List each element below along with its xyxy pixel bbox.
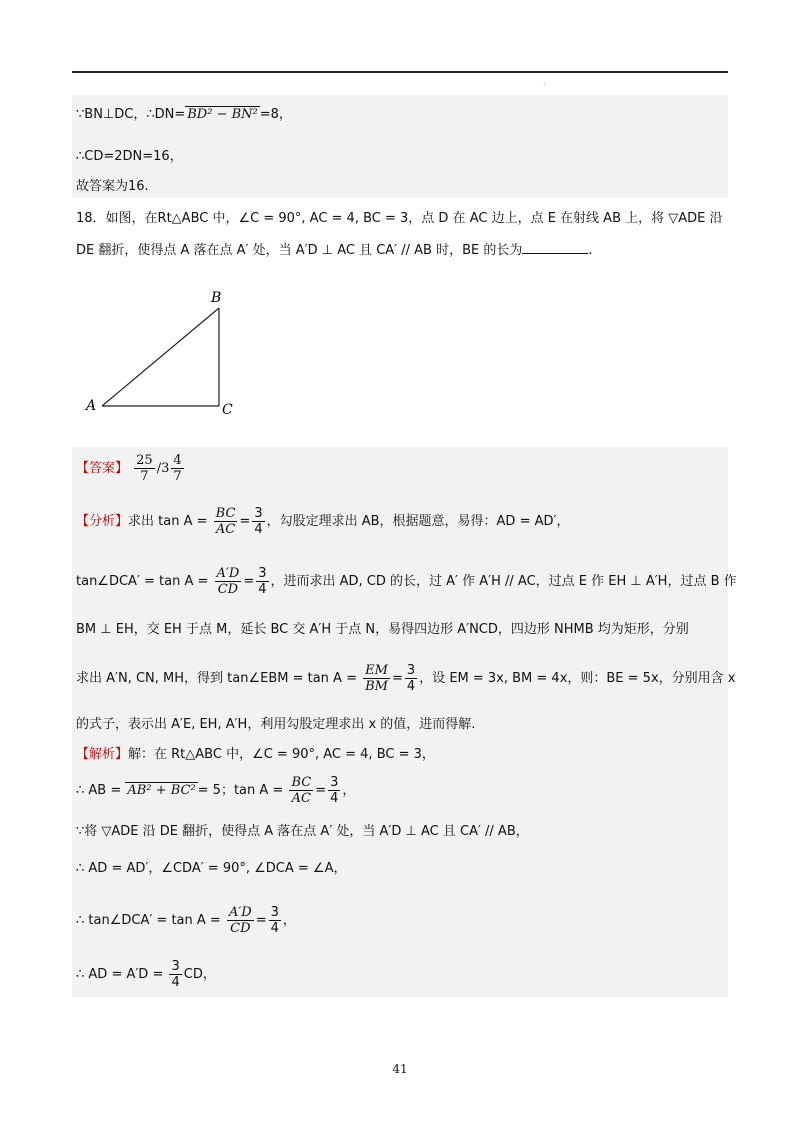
prev-line-3: 故答案为16. (76, 179, 149, 194)
analysis-line-1: 【分析】求出 tan A = $\frac{BC}{AC}$ = $\frac{3}{4}$ ，勾股定理求出 AB，根据题意，易得：AD = AD′， (76, 506, 570, 537)
analysis-line-5: 的式子，表示出 A′E, EH, A′H，利用勾股定理求出 x 的值，进而得解. (76, 717, 476, 732)
header-mark: . (543, 78, 546, 87)
question-line-2: DE 翻折，使得点 A 落在点 A′ 处，当 A′D ⊥ AC 且 CA′ // AB 时，BE 的长为 . (76, 243, 593, 258)
edge-ab (102, 308, 219, 406)
analysis-label: 【分析】 (76, 514, 129, 529)
answer-label: 【答案】 (76, 461, 129, 476)
answer-line: 【答案】 $\frac{25}{7}$ /3 $\frac{4}{7}$ (76, 453, 182, 484)
question-line-1: 18．如图，在Rt△ABC 中，∠C = 90°, AC = 4, BC = 3，点 D 在 AC 边上，点 E 在射线 AB 上，将 ▽ADE 沿 (76, 211, 723, 226)
vertex-label-b: B (211, 290, 222, 306)
solution-label: 【解析】 (76, 747, 129, 762)
page-number: 41 (392, 1062, 408, 1076)
fraction: $\frac{3}{4}$ (254, 506, 263, 537)
fraction: $\frac{BC}{AC}$ (215, 506, 236, 537)
analysis-line-2: tan∠DCA′ = tan A = $\frac{A'D}{CD}$ = $\frac{3}{4}$ ，进而求出 AD, CD 的长，过 A′ 作 A′H // AC，过点 E 作 EH ⊥ A′H，过点 B 作 (76, 566, 737, 597)
fraction: $\frac{3}{4}$ (171, 959, 180, 990)
answer-fraction-2: $\frac{4}{7}$ (173, 453, 182, 484)
fraction: $\frac{A'D}{CD}$ (228, 905, 252, 936)
sqrt-expression: BD² − BN² (187, 107, 258, 122)
solution-line-1: 【解析】解：在 Rt△ABC 中，∠C = 90°, AC = 4, BC = 3， (76, 747, 435, 762)
fraction: $\frac{3}{4}$ (406, 663, 416, 694)
fraction: $\frac{3}{4}$ (270, 905, 279, 936)
prev-line-2: ∴CD=2DN=16， (76, 149, 183, 164)
fraction: $\frac{EM}{BM}$ (365, 663, 388, 694)
vertex-label-a: A (86, 398, 97, 414)
answer-fraction-1: $\frac{25}{7}$ (136, 453, 153, 484)
header-rule (72, 71, 728, 73)
vertex-label-c: C (222, 402, 233, 418)
fraction: $\frac{3}{4}$ (330, 775, 339, 806)
analysis-line-3: BM ⊥ EH，交 EH 于点 M，延长 BC 交 A′H 于点 N，易得四边形 A′NCD，四边形 NHMB 均为矩形，分别 (76, 622, 689, 637)
analysis-line-4: 求出 A′N, CN, MH，得到 tan∠EBM = tan A = $\frac{EM}{BM}$ = $\frac{3}{4}$ ，设 EM = 3x, BM = 4x，则：BE = 5x，分别用含 x (76, 663, 736, 694)
sqrt-expression: AB² + BC² (127, 783, 196, 798)
fraction: $\frac{A'D}{CD}$ (216, 566, 240, 597)
answer-blank (522, 241, 588, 254)
fraction: $\frac{BC}{AC}$ (291, 775, 312, 806)
solution-line-4: ∴ AD = AD′，∠CDA′ = 90°, ∠DCA = ∠A， (76, 861, 347, 876)
triangle-figure (80, 286, 250, 426)
solution-line-2: ∴ AB = AB² + BC² = 5；tan A = $\frac{BC}{AC}$ = $\frac{3}{4}$ ， (76, 775, 356, 806)
fraction: $\frac{3}{4}$ (258, 566, 267, 597)
solution-line-6: ∴ AD = A′D = $\frac{3}{4}$ CD， (76, 959, 216, 990)
solution-line-3: ∵将 ▽ADE 沿 DE 翻折，使得点 A 落在点 A′ 处，当 A′D ⊥ AC 且 CA′ // AB， (76, 824, 529, 839)
prev-line-1: ∵BN⊥DC，∴DN= BD² − BN² =8， (76, 107, 292, 122)
solution-line-5: ∴ tan∠DCA′ = tan A = $\frac{A'D}{CD}$ = $\frac{3}{4}$ ， (76, 905, 296, 936)
